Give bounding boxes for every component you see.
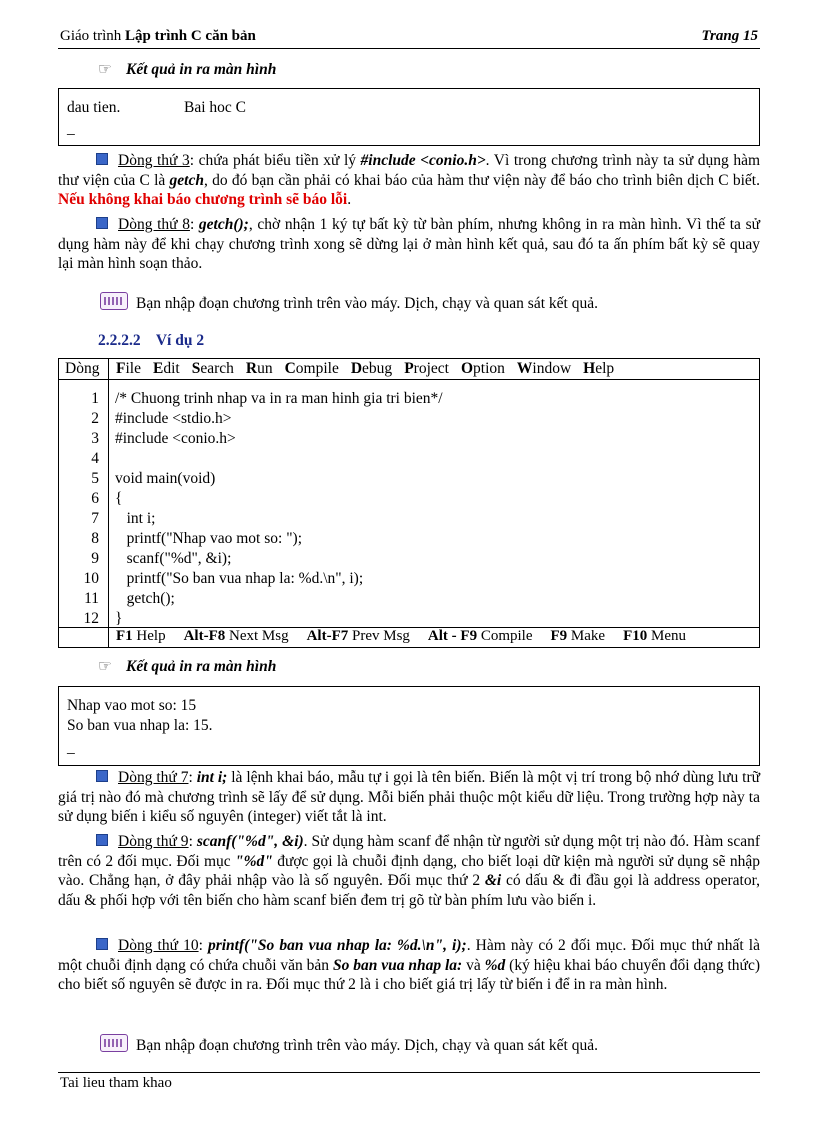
code-line [59,389,759,409]
line-number: 7 [91,510,99,527]
code-line [59,549,759,569]
paragraph-line-9: Dòng thứ 9: scanf("%d", &i). Sử dụng hàm scanf để nhận từ người sử dụng một trị nào đó. Hàm scanf trên có 2 đối mục. Đối mục "%d" được gọi là chuỗi định dạng, cho biết loại dữ kiện mà người sử dụng sẽ nhập vào. Chẳng hạn, ở đây phải nhập vào là số nguyên. Đối mục thứ 2 &i có dấu & đi đầu gọi là address operator, dấu & phối hợp với tên biến cho hàm scanf biến đem trị gõ từ bàn phím lưu vào biến i. [58,833,761,909]
output-cursor: _ [67,739,75,756]
line-number: 11 [84,590,99,607]
status-item[interactable]: F1 Help [116,628,166,644]
line-number: 3 [91,430,99,447]
ide-window [58,358,760,648]
menu-item[interactable]: File [116,360,141,377]
code-line [59,589,759,609]
line-number: 8 [91,530,99,547]
keyboard-icon [100,292,128,310]
section-heading: 2.2.2.2 Ví dụ 2 [98,332,205,349]
status-item[interactable]: Alt-F8 Next Msg [183,628,289,644]
code-text: getch(); [115,590,175,607]
square-bullet-icon [96,938,108,950]
line-column-label: Dòng [65,360,100,377]
line-number: 6 [91,490,99,507]
ide-statusbar [59,627,759,647]
status-item[interactable]: Alt-F7 Prev Msg [306,628,410,644]
code-line [59,429,759,449]
line-number: 9 [91,550,99,567]
menu-item[interactable]: Option [460,360,505,377]
menu-item[interactable]: Window [516,360,572,377]
code-text: { [115,490,123,507]
page-header [58,26,760,49]
line-number: 2 [91,410,99,427]
square-bullet-icon [96,153,108,165]
code-line [59,609,759,629]
menu-item[interactable]: Project [404,360,449,377]
code-line [59,509,759,529]
ide-menu [116,360,626,378]
code-line [59,529,759,549]
result-heading-1: ☞ Kết quả in ra màn hình [98,61,277,78]
square-bullet-icon [96,834,108,846]
result-heading-2: ☞ Kết quả in ra màn hình [98,658,277,675]
menu-item[interactable]: Search [191,360,234,377]
code-text: printf("Nhap vao mot so: "); [115,530,302,547]
status-item[interactable]: Alt - F9 Compile [427,628,533,644]
code-text: void main(void) [115,470,216,487]
code-text: printf("So ban vua nhap la: %d.\n", i); [115,570,364,587]
ide-menubar [59,359,759,380]
square-bullet-icon [96,770,108,782]
code-text: #include <conio.h> [115,430,236,447]
paragraph-line-7: Dòng thứ 7: int i; là lệnh khai báo, mẫu tự i gọi là tên biến. Biến là một vị trí trong bộ nhớ dùng lưu trữ giá trị nào đó mà chương trình sẽ lấy để sử dụng. Mỗi biến phải thuộc một kiểu dữ liệu. Trong trường hợp này ta sử dụng biến i kiểu số nguyên (integer) viết tắt là int. [58,769,761,825]
paragraph-line-8: Dòng thứ 8: getch();, chờ nhận 1 ký tự bất kỳ từ bàn phím, nhưng không in ra màn hình. Vì thế ta sử dụng hàm này để khi chạy chương trình xong sẽ dừng lại ở màn hình kết quả, sau đó ta ấn phím bất kỳ sẽ quay lại màn hình soạn thảo. [58,216,760,272]
output-cursor: _ [67,120,75,137]
status-item[interactable]: F10 Menu [623,628,686,644]
pointing-hand-icon: ☞ [98,658,112,675]
output-line: So ban vua nhap la: 15. [67,717,213,734]
code-text: scanf("%d", &i); [115,550,232,567]
output-line: Nhap vao mot so: 15 [67,697,197,714]
footer-text: Tai lieu tham khao [60,1075,172,1091]
code-text: /* Chuong trinh nhap va in ra man hinh gia tri bien*/ [115,390,443,407]
code-line [59,469,759,489]
code-text: } [115,610,123,627]
header-title: Giáo trình Lập trình C căn bản [60,28,256,44]
line-number: 12 [83,610,99,627]
square-bullet-icon [96,217,108,229]
menu-item[interactable]: Debug [350,360,393,377]
line-number: 10 [83,570,99,587]
paragraph-line-10: Dòng thứ 10: printf("So ban vua nhap la: %d.\n", i);. Hàm này có 2 đối mục. Đối mục thứ nhất là một chuỗi định dạng có chứa chuỗi văn bản So ban vua nhap la: và %d (ký hiệu khai báo chuyển đổi dạng thức) cho biết số nguyên sẽ được in ra. Đối mục thứ 2 là i cho biết giá trị lấy từ biến i để in ra màn hình. [58,937,760,993]
code-text: int i; [115,510,156,527]
page-number: Trang 15 [701,28,758,44]
code-line [59,569,759,589]
line-number: 4 [91,450,99,467]
line-number: 1 [91,390,99,407]
status-items [116,628,704,645]
instruction-2: Bạn nhập đoạn chương trình trên vào máy. Dịch, chạy và quan sát kết quả. [100,1034,598,1055]
output-line: Bai hoc C [184,99,246,116]
menu-item[interactable]: Run [245,360,273,377]
pointing-hand-icon: ☞ [98,61,112,78]
instruction-1: Bạn nhập đoạn chương trình trên vào máy. Dịch, chạy và quan sát kết quả. [100,292,598,313]
page-footer [58,1072,760,1091]
line-number: 5 [91,470,99,487]
code-line [59,489,759,509]
code-text: #include <stdio.h> [115,410,232,427]
output-line: dau tien. [67,99,121,116]
output-box-1 [58,88,760,146]
menu-item[interactable]: Compile [284,360,339,377]
menu-item[interactable]: Edit [152,360,180,377]
keyboard-icon [100,1034,128,1052]
paragraph-line-3: Dòng thứ 3: chứa phát biểu tiền xử lý #include <conio.h>. Vì trong chương trình này ta sử dụng hàm thư viện của C là getch, do đó bạn cần phải có khai báo của hàm thư viện này để báo cho trình biên dịch C biết. Nếu không khai báo chương trình sẽ báo lỗi. [58,152,761,208]
output-box-2 [58,686,760,766]
status-item[interactable]: F9 Make [550,628,606,644]
code-line [59,449,759,469]
code-line [59,409,759,429]
menu-item[interactable]: Help [583,360,615,377]
